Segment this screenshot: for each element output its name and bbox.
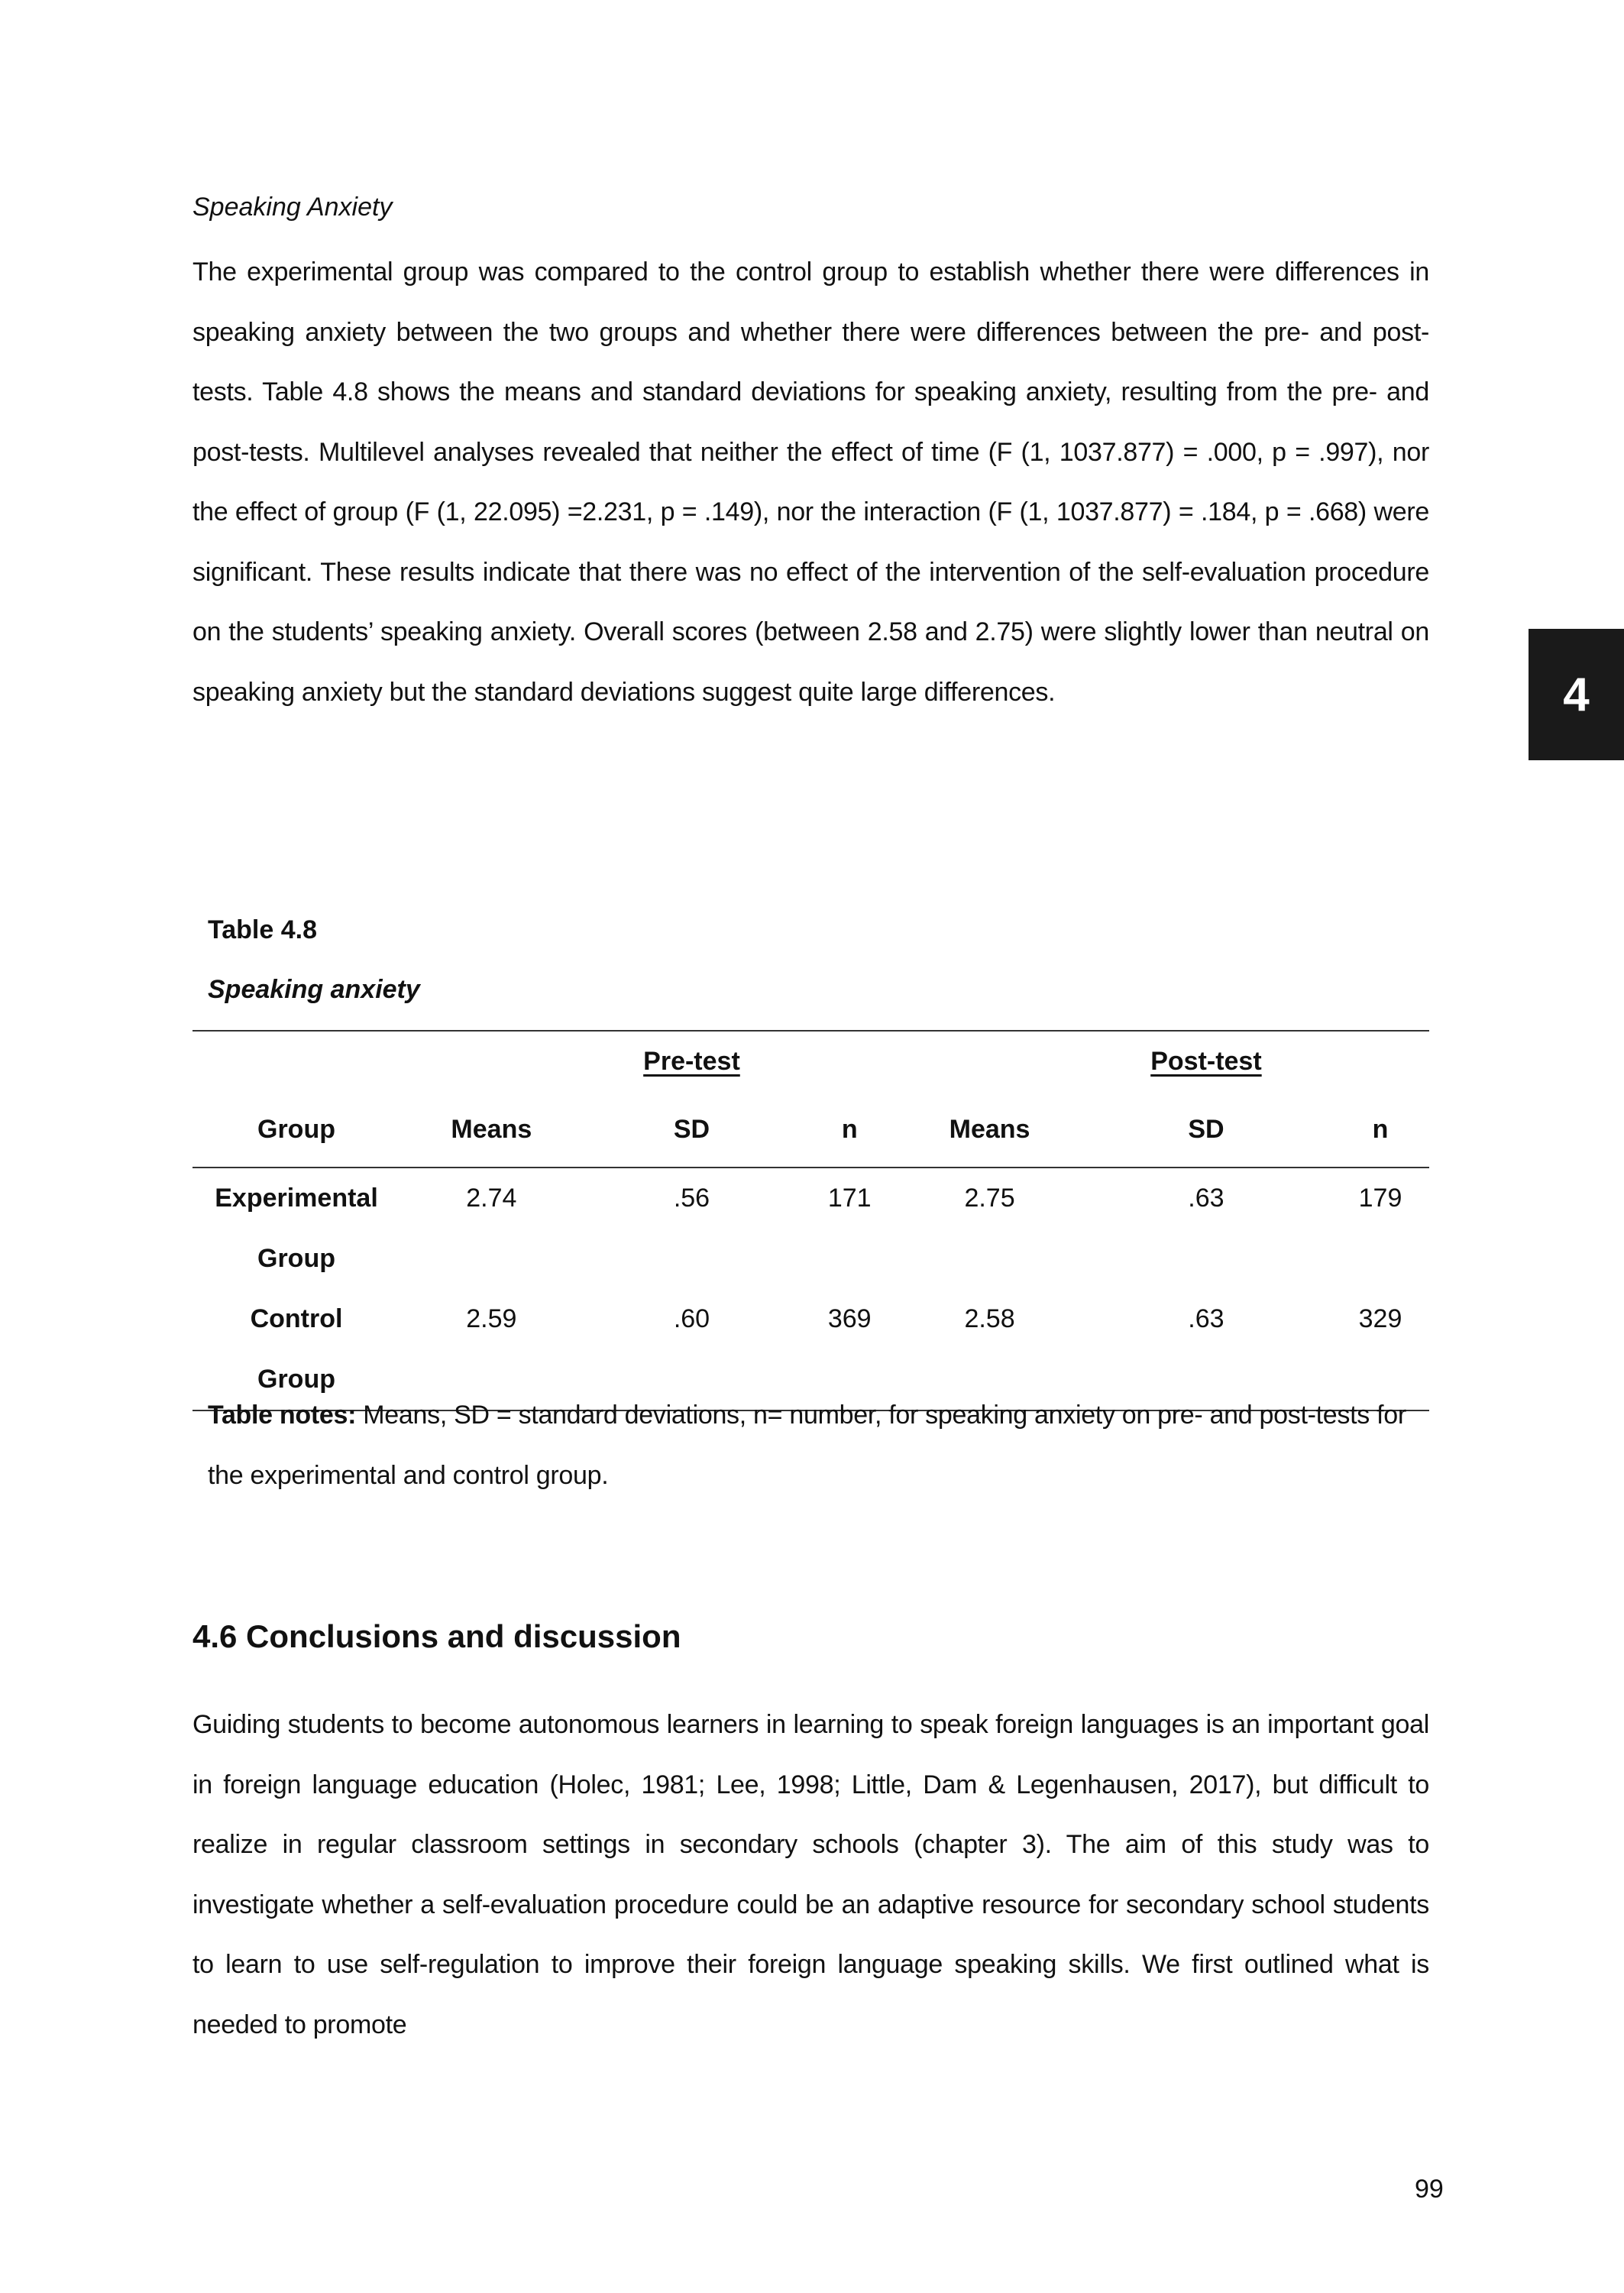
col-header-post-n: n [1372, 1114, 1389, 1144]
table-notes [208, 1385, 1422, 1505]
cell: .56 [673, 1184, 710, 1213]
row-group-label: Experimental [215, 1184, 378, 1213]
cell: 2.59 [466, 1304, 517, 1333]
cell: 329 [1358, 1304, 1402, 1333]
paragraph-conclusions: Guiding students to become autonomous learners in learning to speak foreign languages is an important goal in foreign language education (Holec, 1981; Lee, 1998; Little, Dam & Legenhausen, 2017), but difficult to realize in regular classroom settings in secondary schools (chapter 3). The aim of this study was to investigate whether a self-evaluation procedure could be an adaptive resource for secondary school students to learn to use self-regulation to improve their foreign language speaking skills. We first outlined what is needed to promote [192, 1710, 1429, 2039]
group-header-pre: Pre-test [643, 1047, 740, 1076]
table-row [192, 1168, 1429, 1229]
row-group-label-cont: Group [257, 1365, 335, 1394]
table-notes-label: Table notes: [208, 1401, 357, 1430]
table-label: Table 4.8 [208, 915, 317, 944]
cell: 171 [827, 1184, 872, 1213]
col-header-post-sd: SD [1188, 1114, 1224, 1144]
section-heading: 4.6 Conclusions and discussion [192, 1618, 681, 1654]
cell: 179 [1358, 1184, 1402, 1213]
col-header-pre-means: Means [451, 1114, 532, 1144]
page-number: 99 [1415, 2175, 1444, 2204]
cell: 2.74 [466, 1184, 517, 1213]
chapter-tab: 4 [1529, 629, 1624, 760]
table-title: Speaking anxiety [208, 975, 420, 1004]
cell: .63 [1188, 1304, 1224, 1333]
cell: 2.58 [964, 1304, 1015, 1333]
col-header-post-means: Means [949, 1114, 1030, 1144]
group-header-post: Post-test [1150, 1047, 1262, 1076]
col-header-group: Group [257, 1114, 335, 1144]
cell: 2.75 [964, 1184, 1015, 1213]
cell: .63 [1188, 1184, 1224, 1213]
col-header-pre-n: n [841, 1114, 858, 1144]
row-group-label-cont: Group [257, 1244, 335, 1273]
speaking-anxiety-table [192, 1032, 1429, 1411]
section-subheading: Speaking Anxiety [192, 193, 393, 222]
row-group-label: Control [250, 1304, 343, 1333]
paragraph-speaking-anxiety: The experimental group was compared to the control group to establish whether there were differences in speaking anxiety between the two groups and whether there were differences between the pre- and post-tests. Table 4.8 shows the means and standard deviations for speaking anxiety, resulting from the pre- and post-tests. Multilevel analyses revealed that neither the effect of time (F (1, 1037.877) = .000, p = .997), nor the effect of group (F (1, 22.095) =2.231, p = .149), nor the interaction (F (1, 1037.877) = .184, p = .668) were significant. These results indicate that there was no effect of the intervention of the self-evaluation procedure on the students’ speaking anxiety. Overall scores (between 2.58 and 2.75) were slightly lower than neutral on speaking anxiety but the standard deviations suggest quite large differences. [192, 257, 1429, 707]
table-row [192, 1289, 1429, 1349]
cell: .60 [673, 1304, 710, 1333]
cell: 369 [827, 1304, 872, 1333]
col-header-pre-sd: SD [673, 1114, 710, 1144]
table-notes-text: Means, SD = standard deviations, n= number, for speaking anxiety on pre- and post-tests for the experimental and control group. [208, 1401, 1406, 1490]
